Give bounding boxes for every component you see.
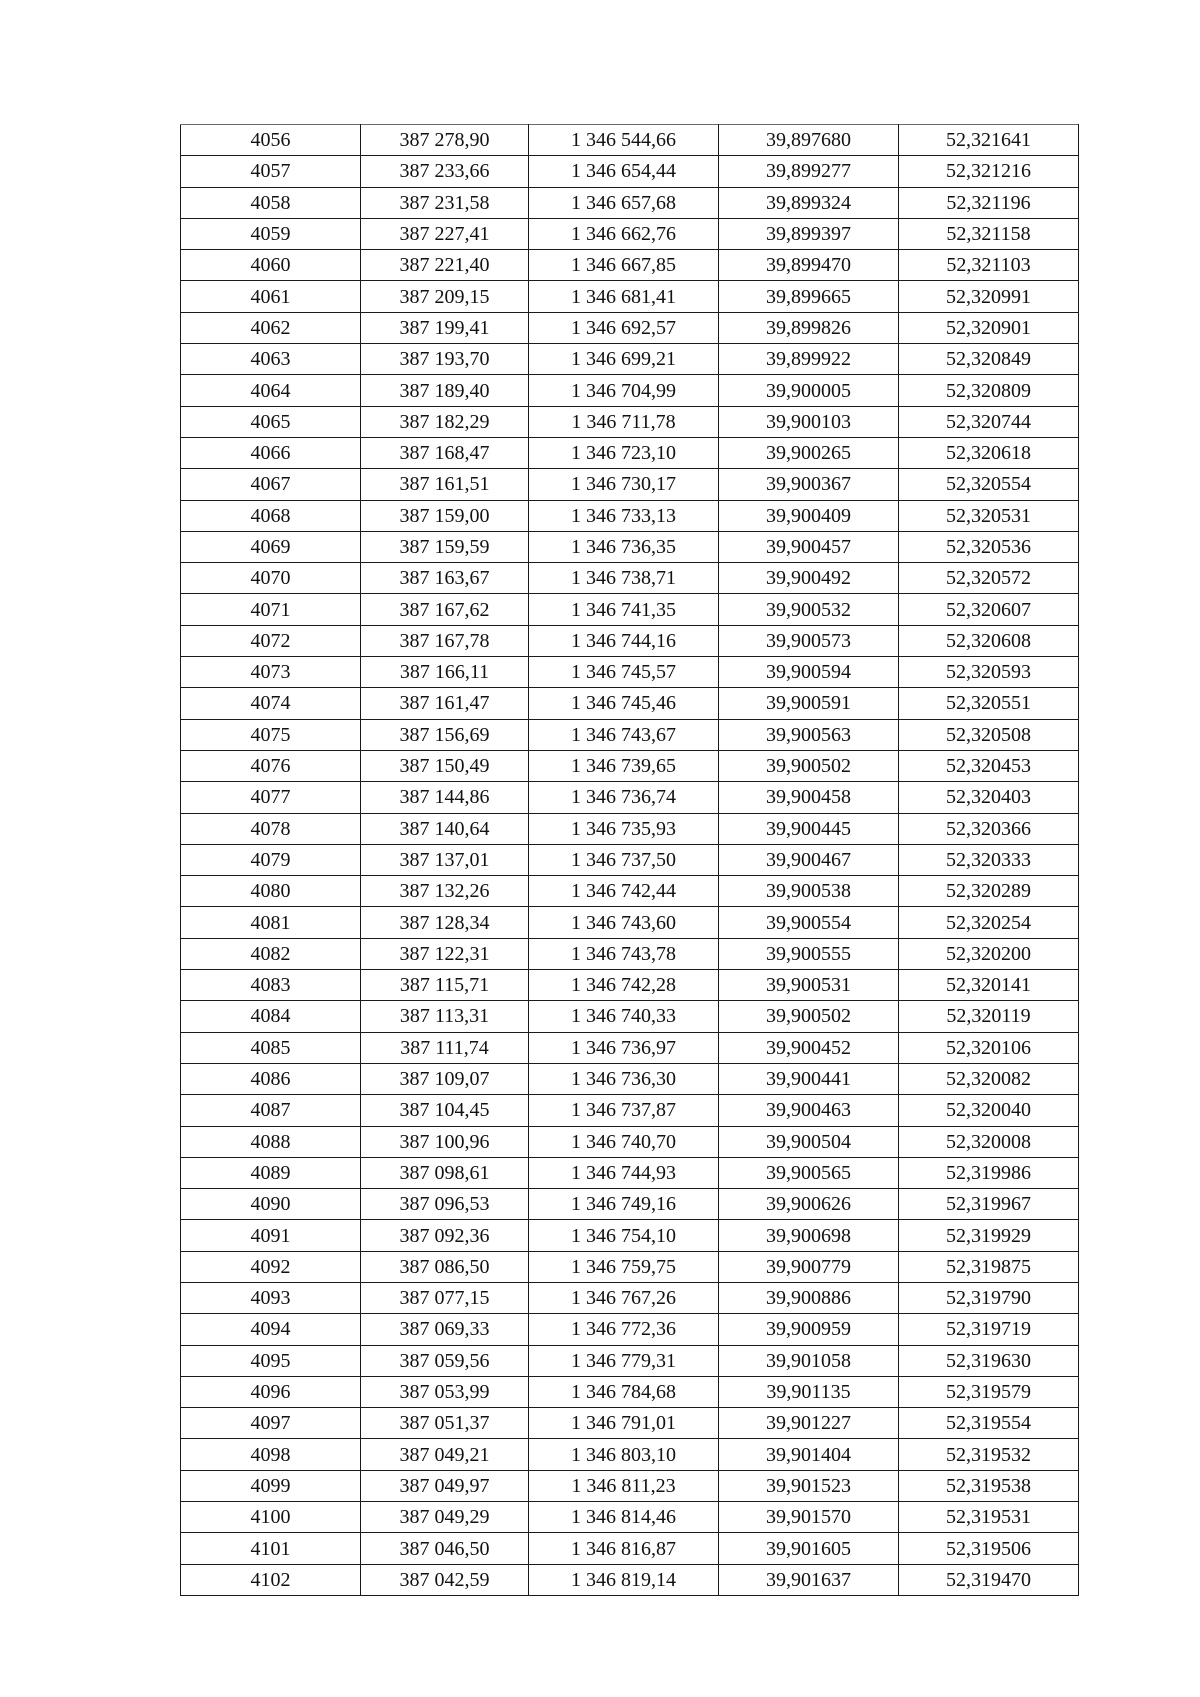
y-coordinate-cell: 1 346 704,99	[529, 375, 719, 406]
x-coordinate-cell: 387 111,74	[361, 1032, 529, 1063]
table-row	[181, 1063, 1079, 1094]
point-number-cell: 4101	[181, 1533, 361, 1564]
latitude-cell: 39,899277	[719, 156, 899, 187]
table-row	[181, 719, 1079, 750]
longitude-cell: 52,321158	[899, 218, 1079, 249]
point-number-cell: 4073	[181, 657, 361, 688]
point-number-cell: 4067	[181, 469, 361, 500]
longitude-cell: 52,321103	[899, 250, 1079, 281]
latitude-cell: 39,900591	[719, 688, 899, 719]
point-number-cell: 4068	[181, 500, 361, 531]
point-number-cell: 4097	[181, 1408, 361, 1439]
table-row	[181, 250, 1079, 281]
latitude-cell: 39,900409	[719, 500, 899, 531]
y-coordinate-cell: 1 346 736,97	[529, 1032, 719, 1063]
longitude-cell: 52,320901	[899, 312, 1079, 343]
y-coordinate-cell: 1 346 742,28	[529, 970, 719, 1001]
x-coordinate-cell: 387 159,00	[361, 500, 529, 531]
table-row	[181, 1126, 1079, 1157]
longitude-cell: 52,320289	[899, 876, 1079, 907]
y-coordinate-cell: 1 346 767,26	[529, 1282, 719, 1313]
y-coordinate-cell: 1 346 739,65	[529, 750, 719, 781]
longitude-cell: 52,320554	[899, 469, 1079, 500]
x-coordinate-cell: 387 231,58	[361, 187, 529, 218]
y-coordinate-cell: 1 346 657,68	[529, 187, 719, 218]
latitude-cell: 39,900565	[719, 1157, 899, 1188]
longitude-cell: 52,321196	[899, 187, 1079, 218]
latitude-cell: 39,900492	[719, 563, 899, 594]
longitude-cell: 52,320141	[899, 970, 1079, 1001]
point-number-cell: 4060	[181, 250, 361, 281]
longitude-cell: 52,320607	[899, 594, 1079, 625]
table-row	[181, 187, 1079, 218]
point-number-cell: 4087	[181, 1095, 361, 1126]
longitude-cell: 52,320200	[899, 938, 1079, 969]
x-coordinate-cell: 387 163,67	[361, 563, 529, 594]
point-number-cell: 4063	[181, 344, 361, 375]
y-coordinate-cell: 1 346 740,33	[529, 1001, 719, 1032]
latitude-cell: 39,901605	[719, 1533, 899, 1564]
longitude-cell: 52,320849	[899, 344, 1079, 375]
table-row	[181, 1251, 1079, 1282]
x-coordinate-cell: 387 227,41	[361, 218, 529, 249]
point-number-cell: 4080	[181, 876, 361, 907]
y-coordinate-cell: 1 346 723,10	[529, 437, 719, 468]
x-coordinate-cell: 387 098,61	[361, 1157, 529, 1188]
longitude-cell: 52,319554	[899, 1408, 1079, 1439]
latitude-cell: 39,900504	[719, 1126, 899, 1157]
y-coordinate-cell: 1 346 662,76	[529, 218, 719, 249]
latitude-cell: 39,899470	[719, 250, 899, 281]
latitude-cell: 39,900626	[719, 1189, 899, 1220]
point-number-cell: 4081	[181, 907, 361, 938]
latitude-cell: 39,900779	[719, 1251, 899, 1282]
table-row	[181, 1345, 1079, 1376]
table-row	[181, 688, 1079, 719]
x-coordinate-cell: 387 115,71	[361, 970, 529, 1001]
point-number-cell: 4078	[181, 813, 361, 844]
latitude-cell: 39,900554	[719, 907, 899, 938]
latitude-cell: 39,900445	[719, 813, 899, 844]
latitude-cell: 39,899324	[719, 187, 899, 218]
latitude-cell: 39,900555	[719, 938, 899, 969]
y-coordinate-cell: 1 346 699,21	[529, 344, 719, 375]
latitude-cell: 39,897680	[719, 125, 899, 156]
point-number-cell: 4077	[181, 782, 361, 813]
latitude-cell: 39,900467	[719, 844, 899, 875]
y-coordinate-cell: 1 346 811,23	[529, 1470, 719, 1501]
longitude-cell: 52,320254	[899, 907, 1079, 938]
x-coordinate-cell: 387 086,50	[361, 1251, 529, 1282]
y-coordinate-cell: 1 346 819,14	[529, 1564, 719, 1595]
longitude-cell: 52,319967	[899, 1189, 1079, 1220]
longitude-cell: 52,320608	[899, 625, 1079, 656]
x-coordinate-cell: 387 049,21	[361, 1439, 529, 1470]
point-number-cell: 4058	[181, 187, 361, 218]
point-number-cell: 4089	[181, 1157, 361, 1188]
latitude-cell: 39,900367	[719, 469, 899, 500]
y-coordinate-cell: 1 346 772,36	[529, 1314, 719, 1345]
x-coordinate-cell: 387 233,66	[361, 156, 529, 187]
latitude-cell: 39,900959	[719, 1314, 899, 1345]
y-coordinate-cell: 1 346 736,30	[529, 1063, 719, 1094]
table-row	[181, 1032, 1079, 1063]
longitude-cell: 52,320082	[899, 1063, 1079, 1094]
x-coordinate-cell: 387 278,90	[361, 125, 529, 156]
longitude-cell: 52,319986	[899, 1157, 1079, 1188]
x-coordinate-cell: 387 182,29	[361, 406, 529, 437]
point-number-cell: 4057	[181, 156, 361, 187]
y-coordinate-cell: 1 346 743,60	[529, 907, 719, 938]
longitude-cell: 52,320572	[899, 563, 1079, 594]
point-number-cell: 4100	[181, 1502, 361, 1533]
y-coordinate-cell: 1 346 749,16	[529, 1189, 719, 1220]
y-coordinate-cell: 1 346 803,10	[529, 1439, 719, 1470]
x-coordinate-cell: 387 144,86	[361, 782, 529, 813]
latitude-cell: 39,901227	[719, 1408, 899, 1439]
table-row	[181, 437, 1079, 468]
x-coordinate-cell: 387 166,11	[361, 657, 529, 688]
latitude-cell: 39,900458	[719, 782, 899, 813]
latitude-cell: 39,901404	[719, 1439, 899, 1470]
y-coordinate-cell: 1 346 741,35	[529, 594, 719, 625]
latitude-cell: 39,900103	[719, 406, 899, 437]
latitude-cell: 39,900886	[719, 1282, 899, 1313]
point-number-cell: 4095	[181, 1345, 361, 1376]
y-coordinate-cell: 1 346 779,31	[529, 1345, 719, 1376]
point-number-cell: 4075	[181, 719, 361, 750]
longitude-cell: 52,319532	[899, 1439, 1079, 1470]
table-row	[181, 1564, 1079, 1595]
table-row	[181, 281, 1079, 312]
table-row	[181, 406, 1079, 437]
y-coordinate-cell: 1 346 654,44	[529, 156, 719, 187]
point-number-cell: 4090	[181, 1189, 361, 1220]
longitude-cell: 52,320106	[899, 1032, 1079, 1063]
x-coordinate-cell: 387 059,56	[361, 1345, 529, 1376]
table-row	[181, 500, 1079, 531]
y-coordinate-cell: 1 346 754,10	[529, 1220, 719, 1251]
x-coordinate-cell: 387 100,96	[361, 1126, 529, 1157]
table-row	[181, 1282, 1079, 1313]
longitude-cell: 52,320366	[899, 813, 1079, 844]
x-coordinate-cell: 387 167,78	[361, 625, 529, 656]
table-row	[181, 970, 1079, 1001]
latitude-cell: 39,901058	[719, 1345, 899, 1376]
longitude-cell: 52,321216	[899, 156, 1079, 187]
latitude-cell: 39,900563	[719, 719, 899, 750]
point-number-cell: 4061	[181, 281, 361, 312]
point-number-cell: 4072	[181, 625, 361, 656]
table-row	[181, 1533, 1079, 1564]
latitude-cell: 39,899665	[719, 281, 899, 312]
table-row	[181, 1001, 1079, 1032]
x-coordinate-cell: 387 128,34	[361, 907, 529, 938]
table-row	[181, 813, 1079, 844]
point-number-cell: 4083	[181, 970, 361, 1001]
point-number-cell: 4099	[181, 1470, 361, 1501]
x-coordinate-cell: 387 140,64	[361, 813, 529, 844]
latitude-cell: 39,901637	[719, 1564, 899, 1595]
longitude-cell: 52,319506	[899, 1533, 1079, 1564]
longitude-cell: 52,320508	[899, 719, 1079, 750]
point-number-cell: 4064	[181, 375, 361, 406]
latitude-cell: 39,900532	[719, 594, 899, 625]
longitude-cell: 52,320593	[899, 657, 1079, 688]
y-coordinate-cell: 1 346 784,68	[529, 1376, 719, 1407]
table-row	[181, 312, 1079, 343]
latitude-cell: 39,900005	[719, 375, 899, 406]
table-row	[181, 1157, 1079, 1188]
x-coordinate-cell: 387 049,29	[361, 1502, 529, 1533]
longitude-cell: 52,321641	[899, 125, 1079, 156]
longitude-cell: 52,320453	[899, 750, 1079, 781]
x-coordinate-cell: 387 069,33	[361, 1314, 529, 1345]
table-row	[181, 1095, 1079, 1126]
latitude-cell: 39,901135	[719, 1376, 899, 1407]
longitude-cell: 52,319531	[899, 1502, 1079, 1533]
point-number-cell: 4070	[181, 563, 361, 594]
point-number-cell: 4084	[181, 1001, 361, 1032]
table-row	[181, 750, 1079, 781]
point-number-cell: 4069	[181, 531, 361, 562]
latitude-cell: 39,900502	[719, 750, 899, 781]
table-row	[181, 469, 1079, 500]
longitude-cell: 52,319790	[899, 1282, 1079, 1313]
longitude-cell: 52,320119	[899, 1001, 1079, 1032]
y-coordinate-cell: 1 346 711,78	[529, 406, 719, 437]
latitude-cell: 39,900594	[719, 657, 899, 688]
y-coordinate-cell: 1 346 744,16	[529, 625, 719, 656]
latitude-cell: 39,900441	[719, 1063, 899, 1094]
table-row	[181, 1502, 1079, 1533]
point-number-cell: 4088	[181, 1126, 361, 1157]
x-coordinate-cell: 387 113,31	[361, 1001, 529, 1032]
y-coordinate-cell: 1 346 816,87	[529, 1533, 719, 1564]
table-row	[181, 1220, 1079, 1251]
latitude-cell: 39,900463	[719, 1095, 899, 1126]
x-coordinate-cell: 387 150,49	[361, 750, 529, 781]
table-row	[181, 1470, 1079, 1501]
y-coordinate-cell: 1 346 744,93	[529, 1157, 719, 1188]
longitude-cell: 52,320333	[899, 844, 1079, 875]
longitude-cell: 52,320536	[899, 531, 1079, 562]
y-coordinate-cell: 1 346 730,17	[529, 469, 719, 500]
table-row	[181, 938, 1079, 969]
x-coordinate-cell: 387 221,40	[361, 250, 529, 281]
x-coordinate-cell: 387 046,50	[361, 1533, 529, 1564]
latitude-cell: 39,900265	[719, 437, 899, 468]
y-coordinate-cell: 1 346 733,13	[529, 500, 719, 531]
table-row	[181, 1376, 1079, 1407]
x-coordinate-cell: 387 168,47	[361, 437, 529, 468]
x-coordinate-cell: 387 209,15	[361, 281, 529, 312]
table-row	[181, 1439, 1079, 1470]
point-number-cell: 4094	[181, 1314, 361, 1345]
x-coordinate-cell: 387 156,69	[361, 719, 529, 750]
table-row	[181, 594, 1079, 625]
point-number-cell: 4085	[181, 1032, 361, 1063]
y-coordinate-cell: 1 346 667,85	[529, 250, 719, 281]
x-coordinate-cell: 387 167,62	[361, 594, 529, 625]
point-number-cell: 4059	[181, 218, 361, 249]
point-number-cell: 4086	[181, 1063, 361, 1094]
table-row	[181, 531, 1079, 562]
longitude-cell: 52,319630	[899, 1345, 1079, 1376]
table-row	[181, 218, 1079, 249]
point-number-cell: 4098	[181, 1439, 361, 1470]
point-number-cell: 4091	[181, 1220, 361, 1251]
point-number-cell: 4102	[181, 1564, 361, 1595]
table-row	[181, 1408, 1079, 1439]
longitude-cell: 52,319719	[899, 1314, 1079, 1345]
table-row	[181, 156, 1079, 187]
x-coordinate-cell: 387 049,97	[361, 1470, 529, 1501]
point-number-cell: 4056	[181, 125, 361, 156]
latitude-cell: 39,900502	[719, 1001, 899, 1032]
latitude-cell: 39,900538	[719, 876, 899, 907]
latitude-cell: 39,899922	[719, 344, 899, 375]
longitude-cell: 52,319929	[899, 1220, 1079, 1251]
longitude-cell: 52,319875	[899, 1251, 1079, 1282]
table-row	[181, 657, 1079, 688]
latitude-cell: 39,900457	[719, 531, 899, 562]
x-coordinate-cell: 387 189,40	[361, 375, 529, 406]
x-coordinate-cell: 387 051,37	[361, 1408, 529, 1439]
table-row	[181, 1314, 1079, 1345]
table-row	[181, 125, 1079, 156]
x-coordinate-cell: 387 132,26	[361, 876, 529, 907]
table-row	[181, 625, 1079, 656]
table-row	[181, 782, 1079, 813]
x-coordinate-cell: 387 159,59	[361, 531, 529, 562]
table-row	[181, 907, 1079, 938]
x-coordinate-cell: 387 042,59	[361, 1564, 529, 1595]
point-number-cell: 4079	[181, 844, 361, 875]
y-coordinate-cell: 1 346 745,57	[529, 657, 719, 688]
y-coordinate-cell: 1 346 736,35	[529, 531, 719, 562]
latitude-cell: 39,900698	[719, 1220, 899, 1251]
latitude-cell: 39,900452	[719, 1032, 899, 1063]
longitude-cell: 52,320618	[899, 437, 1079, 468]
table-row	[181, 375, 1079, 406]
coordinates-table	[180, 124, 1079, 1596]
x-coordinate-cell: 387 137,01	[361, 844, 529, 875]
x-coordinate-cell: 387 053,99	[361, 1376, 529, 1407]
x-coordinate-cell: 387 092,36	[361, 1220, 529, 1251]
latitude-cell: 39,901523	[719, 1470, 899, 1501]
table-row	[181, 563, 1079, 594]
y-coordinate-cell: 1 346 745,46	[529, 688, 719, 719]
point-number-cell: 4066	[181, 437, 361, 468]
x-coordinate-cell: 387 193,70	[361, 344, 529, 375]
y-coordinate-cell: 1 346 743,78	[529, 938, 719, 969]
y-coordinate-cell: 1 346 791,01	[529, 1408, 719, 1439]
latitude-cell: 39,900573	[719, 625, 899, 656]
latitude-cell: 39,899397	[719, 218, 899, 249]
longitude-cell: 52,320531	[899, 500, 1079, 531]
x-coordinate-cell: 387 109,07	[361, 1063, 529, 1094]
y-coordinate-cell: 1 346 735,93	[529, 813, 719, 844]
table-row	[181, 844, 1079, 875]
y-coordinate-cell: 1 346 681,41	[529, 281, 719, 312]
y-coordinate-cell: 1 346 814,46	[529, 1502, 719, 1533]
longitude-cell: 52,320040	[899, 1095, 1079, 1126]
x-coordinate-cell: 387 077,15	[361, 1282, 529, 1313]
table-row	[181, 876, 1079, 907]
latitude-cell: 39,899826	[719, 312, 899, 343]
table-row	[181, 1189, 1079, 1220]
point-number-cell: 4076	[181, 750, 361, 781]
y-coordinate-cell: 1 346 544,66	[529, 125, 719, 156]
longitude-cell: 52,320551	[899, 688, 1079, 719]
point-number-cell: 4093	[181, 1282, 361, 1313]
x-coordinate-cell: 387 122,31	[361, 938, 529, 969]
longitude-cell: 52,319579	[899, 1376, 1079, 1407]
x-coordinate-cell: 387 199,41	[361, 312, 529, 343]
point-number-cell: 4082	[181, 938, 361, 969]
longitude-cell: 52,319470	[899, 1564, 1079, 1595]
longitude-cell: 52,320403	[899, 782, 1079, 813]
y-coordinate-cell: 1 346 742,44	[529, 876, 719, 907]
y-coordinate-cell: 1 346 736,74	[529, 782, 719, 813]
latitude-cell: 39,900531	[719, 970, 899, 1001]
x-coordinate-cell: 387 161,51	[361, 469, 529, 500]
y-coordinate-cell: 1 346 737,87	[529, 1095, 719, 1126]
point-number-cell: 4092	[181, 1251, 361, 1282]
point-number-cell: 4062	[181, 312, 361, 343]
x-coordinate-cell: 387 104,45	[361, 1095, 529, 1126]
y-coordinate-cell: 1 346 743,67	[529, 719, 719, 750]
x-coordinate-cell: 387 096,53	[361, 1189, 529, 1220]
longitude-cell: 52,320744	[899, 406, 1079, 437]
point-number-cell: 4074	[181, 688, 361, 719]
y-coordinate-cell: 1 346 692,57	[529, 312, 719, 343]
y-coordinate-cell: 1 346 738,71	[529, 563, 719, 594]
point-number-cell: 4071	[181, 594, 361, 625]
table-row	[181, 344, 1079, 375]
longitude-cell: 52,319538	[899, 1470, 1079, 1501]
coordinates-table-body	[181, 125, 1079, 1596]
y-coordinate-cell: 1 346 740,70	[529, 1126, 719, 1157]
y-coordinate-cell: 1 346 737,50	[529, 844, 719, 875]
longitude-cell: 52,320991	[899, 281, 1079, 312]
longitude-cell: 52,320008	[899, 1126, 1079, 1157]
point-number-cell: 4065	[181, 406, 361, 437]
y-coordinate-cell: 1 346 759,75	[529, 1251, 719, 1282]
x-coordinate-cell: 387 161,47	[361, 688, 529, 719]
point-number-cell: 4096	[181, 1376, 361, 1407]
longitude-cell: 52,320809	[899, 375, 1079, 406]
latitude-cell: 39,901570	[719, 1502, 899, 1533]
